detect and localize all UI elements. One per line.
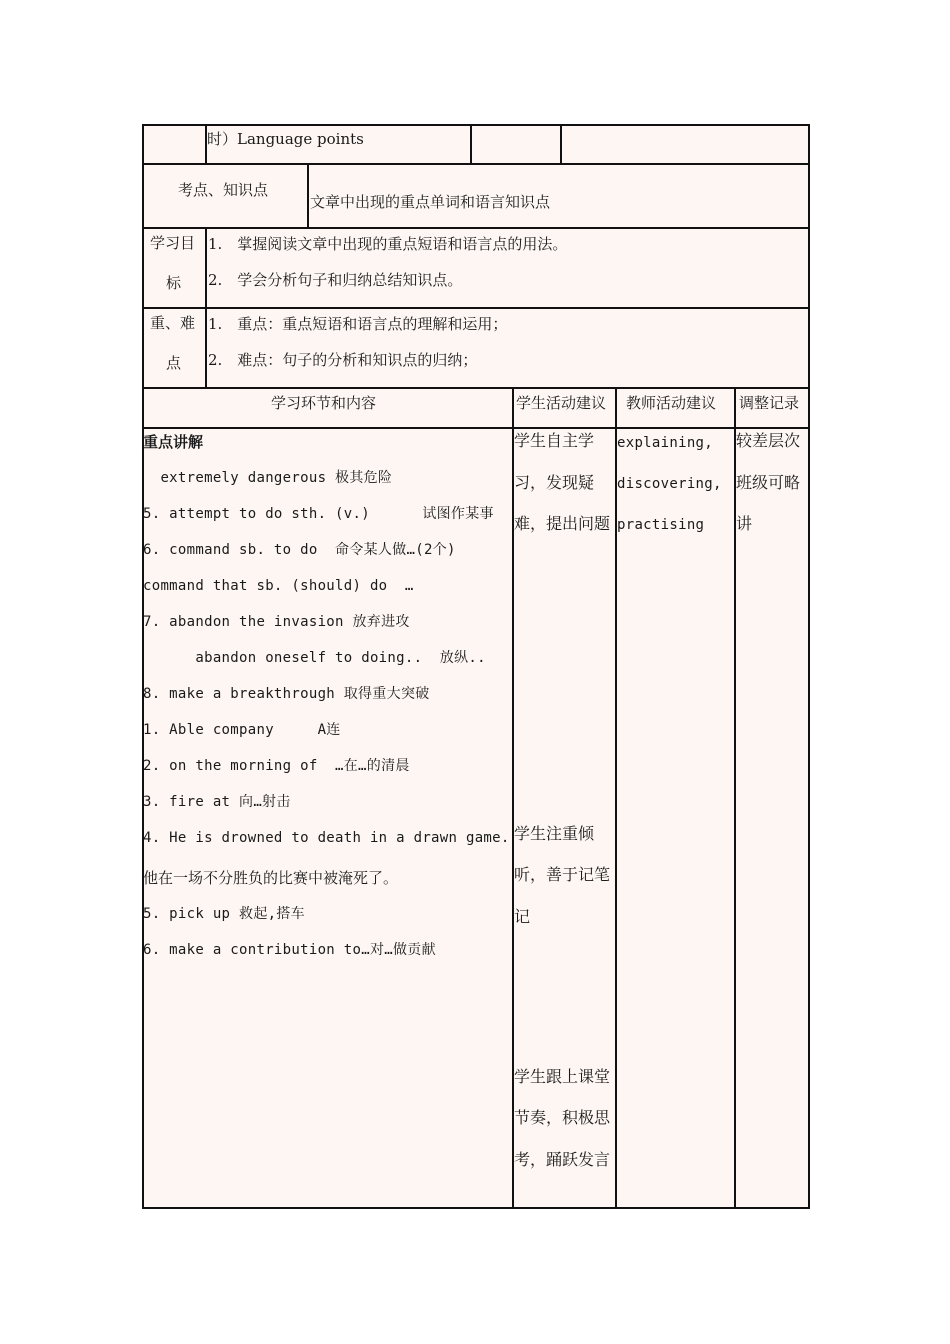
- student-activity-line: 学生注重倾: [514, 824, 595, 843]
- student-activity-line: 听，善于记笔: [514, 865, 611, 884]
- adjustment-line: 讲: [736, 514, 753, 533]
- knowledge-points-content: 文章中出现的重点单词和语言知识点: [310, 193, 551, 211]
- content-title: 重点讲解: [143, 433, 204, 451]
- key-difficulty-label: 点: [166, 354, 182, 372]
- row1-divider: [470, 124, 472, 165]
- teacher-activity-line: explaining,: [617, 435, 714, 451]
- row-divider: [142, 307, 810, 309]
- content-line: command that sb. (should) do …: [143, 578, 414, 594]
- row1-divider: [560, 124, 562, 165]
- adjustment-line: 班级可略: [736, 473, 801, 492]
- content-line: 5. attempt to do sth. (v.) 试图作某事: [143, 506, 494, 522]
- content-line: 6. command sb. to do 命令某人做…(2个): [143, 542, 456, 558]
- header-student: 学生活动建议: [516, 394, 607, 412]
- column-divider-adjust: [734, 387, 736, 1209]
- content-line: 1. Able company A连: [143, 722, 341, 738]
- content-line: 他在一场不分胜负的比赛中被淹死了。: [143, 869, 399, 887]
- learning-goal-item: 1. 掌握阅读文章中出现的重点短语和语言点的用法。: [208, 235, 568, 253]
- header-teacher: 教师活动建议: [626, 394, 717, 412]
- student-activity-line: 学生自主学: [514, 431, 595, 450]
- header-adjust: 调整记录: [739, 394, 800, 412]
- content-line: 6. make a contribution to…对…做贡献: [143, 942, 436, 958]
- row2-divider: [307, 163, 309, 229]
- table-border-bottom: [142, 1207, 810, 1209]
- teacher-activity-line: practising: [617, 517, 705, 533]
- content-line: abandon oneself to doing.. 放纵..: [143, 650, 486, 666]
- content-line: 7. abandon the invasion 放弃进攻: [143, 614, 410, 630]
- learning-goal-item: 2. 学会分析句子和归纳总结知识点。: [208, 271, 463, 289]
- knowledge-points-label: 考点、知识点: [178, 181, 269, 199]
- key-difficulty-item: 2. 难点：句子的分析和知识点的归纳；: [208, 351, 478, 369]
- column-divider-teacher: [615, 387, 617, 1209]
- student-activity-line: 难，提出问题: [514, 514, 611, 533]
- content-line: extremely dangerous 极其危险: [143, 470, 393, 486]
- student-activity-line: 习，发现疑: [514, 473, 595, 492]
- row-divider: [142, 163, 810, 165]
- adjustment-line: 较差层次: [736, 431, 801, 450]
- teacher-activity-line: discovering,: [617, 476, 722, 492]
- table-border-top: [142, 124, 810, 126]
- table-border-right: [808, 124, 810, 1209]
- label-column-divider: [205, 227, 207, 389]
- student-activity-line: 节奏，积极思: [514, 1108, 611, 1127]
- lesson-topic: 时）Language points: [207, 130, 364, 148]
- content-line: 4. He is drowned to death in a drawn game.: [143, 830, 510, 846]
- content-line: 2. on the morning of …在…的清晨: [143, 758, 410, 774]
- learning-goals-label: 学习目: [150, 234, 196, 252]
- row-divider: [142, 387, 810, 389]
- key-difficulty-label: 重、难: [150, 314, 196, 332]
- content-line: 3. fire at 向…射击: [143, 794, 291, 810]
- learning-goals-label: 标: [166, 274, 182, 292]
- header-content: 学习环节和内容: [271, 394, 377, 412]
- student-activity-line: 学生跟上课堂: [514, 1067, 611, 1086]
- content-line: 5. pick up 救起,搭车: [143, 906, 305, 922]
- student-activity-line: 考，踊跃发言: [514, 1150, 611, 1169]
- student-activity-line: 记: [514, 907, 531, 926]
- row-divider: [142, 227, 810, 229]
- key-difficulty-item: 1. 重点：重点短语和语言点的理解和运用；: [208, 315, 508, 333]
- row-divider: [142, 427, 810, 429]
- content-line: 8. make a breakthrough 取得重大突破: [143, 686, 430, 702]
